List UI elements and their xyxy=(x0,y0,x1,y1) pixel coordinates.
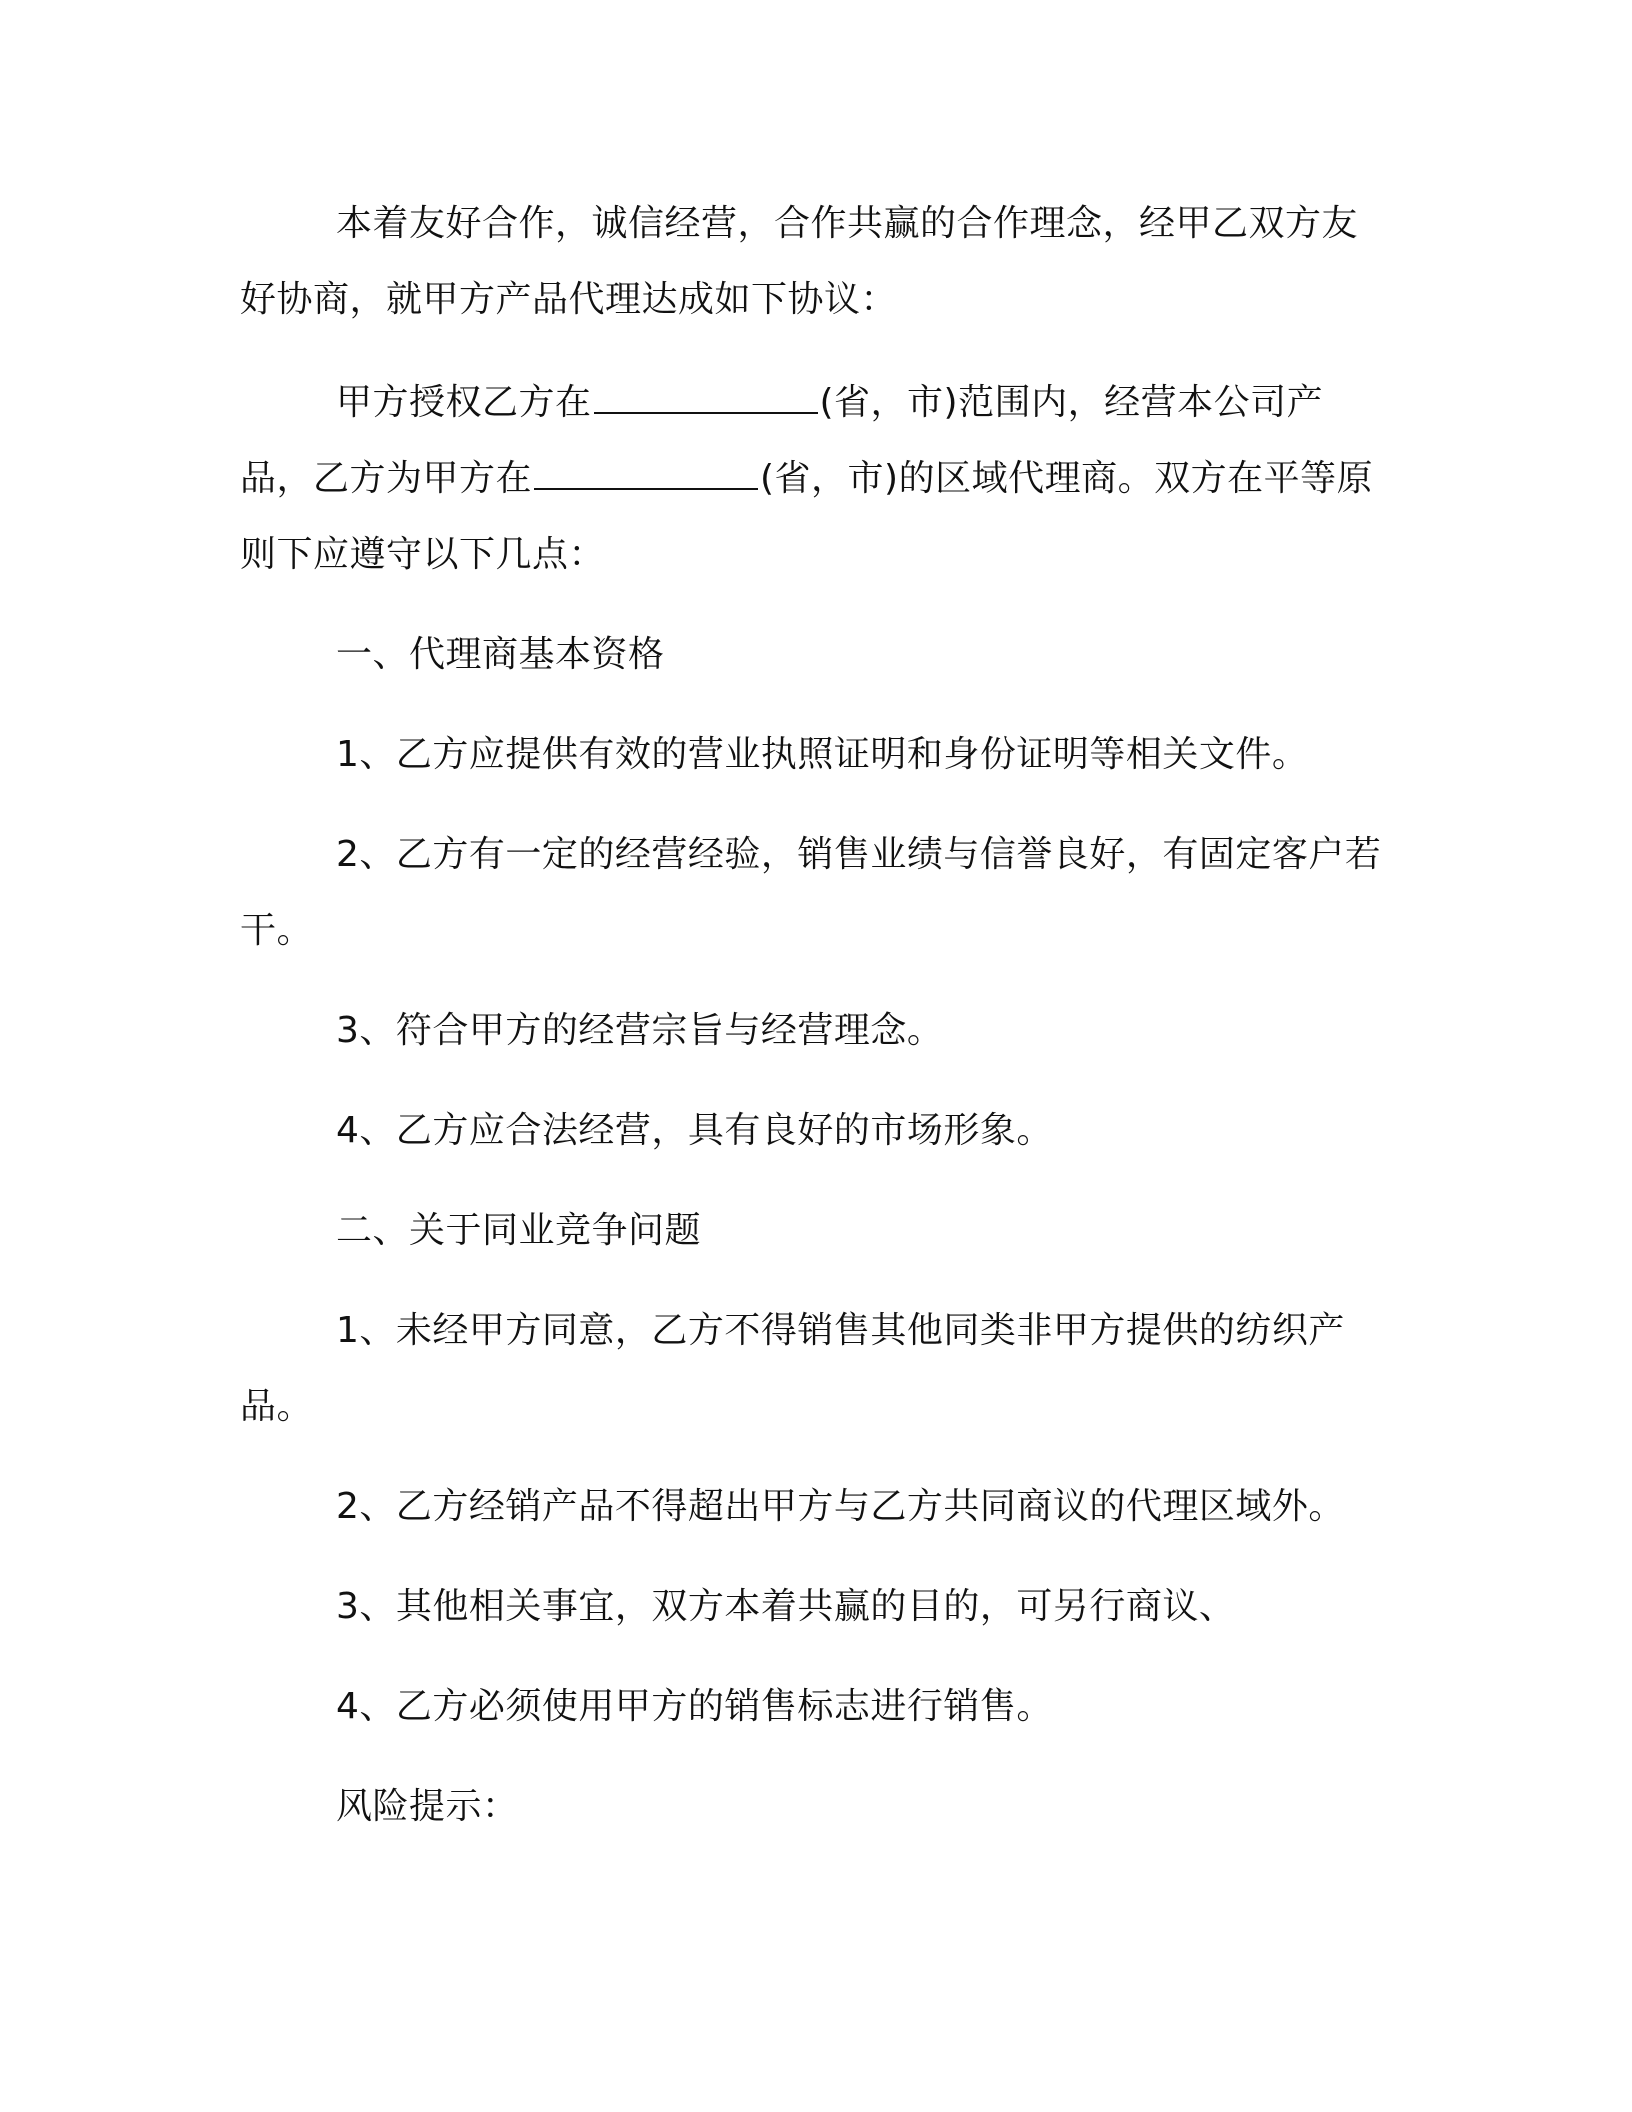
risk-heading: 风险提示： xyxy=(336,1786,519,1827)
authorization-text-1: 甲方授权乙方在 xyxy=(336,382,592,423)
list-item: 3、符合甲方的经营宗旨与经营理念。 xyxy=(336,1010,944,1051)
authorization-text-2: (省，市)范围内，经营本公司产品，乙方为甲方在 xyxy=(240,382,1324,499)
intro-paragraph: 本着友好合作，诚信经营，合作共赢的合作理念，经甲乙双方友好协商，就甲方产品代理达成如下协议： xyxy=(240,203,1359,320)
section-heading-competition: 二、关于同业竞争问题 xyxy=(336,1210,702,1251)
authorization-text-3: (省，市)的区域代理商。双方在平等原则下应遵守以下几点： xyxy=(240,458,1374,575)
list-item: 2、乙方经销产品不得超出甲方与乙方共同商议的代理区域外。 xyxy=(336,1486,1345,1527)
list-item: 1、乙方应提供有效的营业执照证明和身份证明等相关文件。 xyxy=(336,734,1309,775)
province-city-blank-1[interactable] xyxy=(594,382,818,414)
authorization-paragraph xyxy=(240,365,1390,593)
list-item: 1、未经甲方同意，乙方不得销售其他同类非甲方提供的纺织产品。 xyxy=(240,1310,1345,1427)
document-body xyxy=(240,186,1390,1845)
section-heading-qualification: 一、代理商基本资格 xyxy=(336,634,665,675)
province-city-blank-2[interactable] xyxy=(534,458,758,490)
list-item: 4、乙方应合法经营，具有良好的市场形象。 xyxy=(336,1110,1053,1151)
list-item: 4、乙方必须使用甲方的销售标志进行销售。 xyxy=(336,1686,1053,1727)
list-item: 3、其他相关事宜，双方本着共赢的目的，可另行商议、 xyxy=(336,1586,1236,1627)
list-item: 2、乙方有一定的经营经验，销售业绩与信誉良好，有固定客户若干。 xyxy=(240,834,1382,951)
